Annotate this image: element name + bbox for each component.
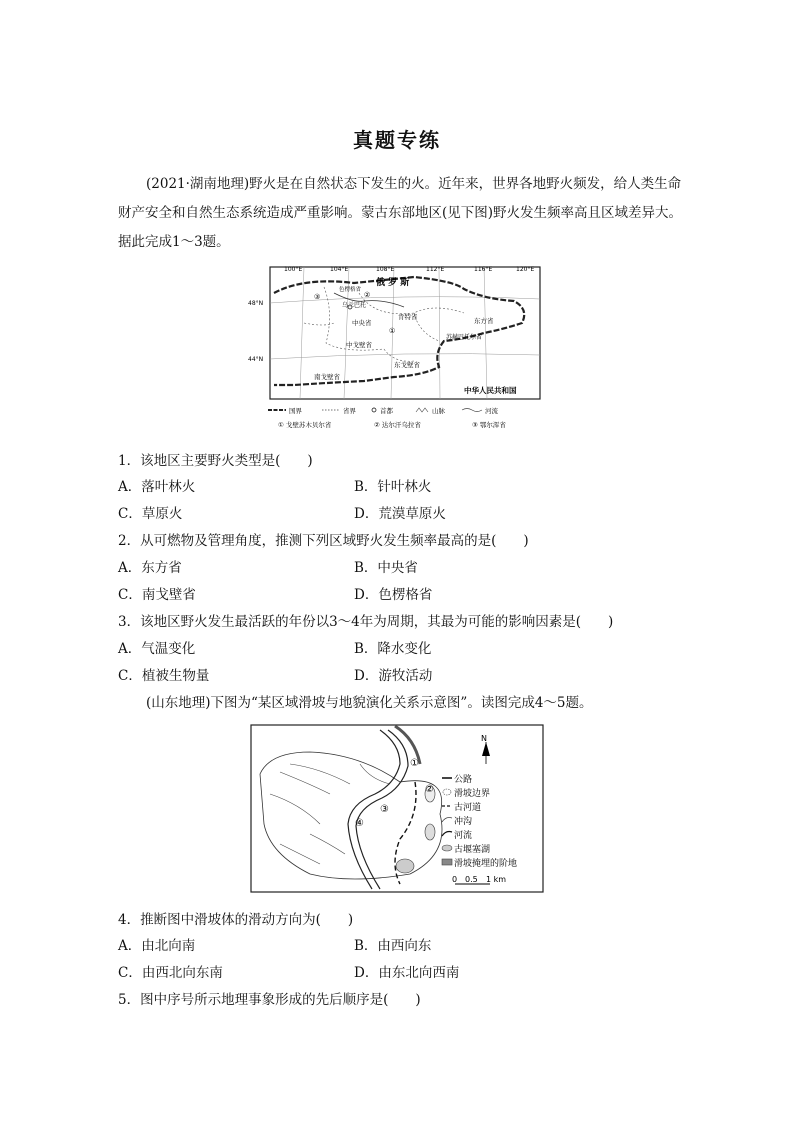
legend-label: 山脉 [432,407,445,415]
scale-label: 1 km [486,875,507,884]
option[interactable]: C．植被生物量 [118,668,210,684]
lon-label: 120°E [516,266,535,273]
option[interactable]: B．由西向东 [354,938,432,954]
option[interactable]: D．游牧活动 [354,668,433,684]
region-label: 东戈壁省 [394,361,420,369]
legend-label: 国界 [289,407,302,415]
north-arrow-icon [481,734,490,764]
option[interactable]: B．中央省 [354,560,418,576]
legend-label: 滑坡边界 [454,789,491,799]
region-label: 中戈壁省 [346,341,372,349]
question-3: 3．该地区野火发生最活跃的年份以3～4年为周期，其最为可能的影响因素是( ) [118,614,614,630]
scale-label: 0 [452,875,458,884]
legend-label: ③ 鄂尔浑省 [472,421,506,429]
option[interactable]: A．落叶林火 [118,479,196,495]
mongolia-map-figure [248,263,544,437]
mark-2: ② [425,784,434,795]
legend-label: ② 达尔汗乌拉省 [374,421,421,429]
landslide-map [250,724,544,894]
mark-1: ① [389,327,396,335]
option[interactable]: A．东方省 [118,560,182,576]
intro-paragraph-1: (2021·湖南地理)野火是在自然状态下发生的火。近年来，世界各地野火频发，给人类生命财产安全和自然生态系统造成严重影响。蒙古东部地区(见下图)野火发生频率高且区域差异大。据此完成1～3题。 [118,176,683,250]
option[interactable]: A．气温变化 [118,641,196,657]
region-label: 色楞格省 [339,287,362,293]
legend-label: 首都 [380,407,393,415]
region-label: 乌兰巴托 [342,302,367,309]
mark-3: ③ [314,293,321,301]
region-label: 东方省 [474,317,494,325]
region-label: 南戈壁省 [314,373,340,381]
option[interactable]: D．由东北向西南 [354,965,460,981]
mark-4: ④ [355,818,364,829]
svg-text:N: N [481,734,487,743]
question-4: 4．推断图中滑坡体的滑动方向为( ) [118,912,354,928]
lon-label: 100°E [284,266,303,273]
option[interactable]: D．荒漠草原火 [354,506,446,522]
option[interactable]: C．由西北向东南 [118,965,223,981]
landslide-map-figure [250,724,544,898]
legend-label: 冲沟 [454,817,473,827]
legend-label: 滑坡掩埋的阶地 [454,859,518,869]
legend-label: 公路 [454,775,473,785]
mark-3: ③ [380,804,389,815]
option[interactable]: B．针叶林火 [354,479,432,495]
label-russia: 俄 罗 斯 [376,278,410,288]
question-5: 5．图中序号所示地理事象形成的先后顺序是( ) [118,992,421,1008]
legend-label: 古河道 [454,803,482,813]
lat-label: 44°N [248,356,264,363]
mark-1: ① [410,758,419,769]
question-2: 2．从可燃物及管理角度，推测下列区域野火发生频率最高的是( ) [118,533,529,549]
legend-label: 省界 [343,407,356,415]
lon-label: 104°E [330,266,349,273]
option[interactable]: A．由北向南 [118,938,196,954]
legend-label: ① 戈壁苏木贝尔省 [278,421,332,429]
question-1: 1．该地区主要野火类型是( ) [118,453,313,469]
legend-label: 河流 [454,831,473,841]
region-label: 肯特省 [398,313,418,321]
option[interactable]: D．色楞格省 [354,587,433,603]
lon-label: 116°E [474,266,493,273]
option[interactable]: B．降水变化 [354,641,432,657]
mark-2: ② [364,291,371,299]
option[interactable]: C．草原火 [118,506,183,522]
region-label: 苏赫巴托尔省 [446,334,483,341]
lon-label: 108°E [376,266,395,273]
label-china: 中华人民共和国 [464,386,517,395]
page-title: 真题专练 [353,128,441,152]
legend-label: 河流 [485,407,498,415]
mongolia-map [248,263,544,433]
legend-label: 古堰塞湖 [454,845,491,855]
lat-label: 48°N [248,300,264,307]
region-label: 中央省 [352,319,372,327]
option[interactable]: C．南戈壁省 [118,587,196,603]
lon-label: 112°E [426,266,445,273]
scale-label: 0.5 [465,875,478,884]
intro-paragraph-2: (山东地理)下图为“某区域滑坡与地貌演化关系示意图”。读图完成4～5题。 [146,695,593,711]
